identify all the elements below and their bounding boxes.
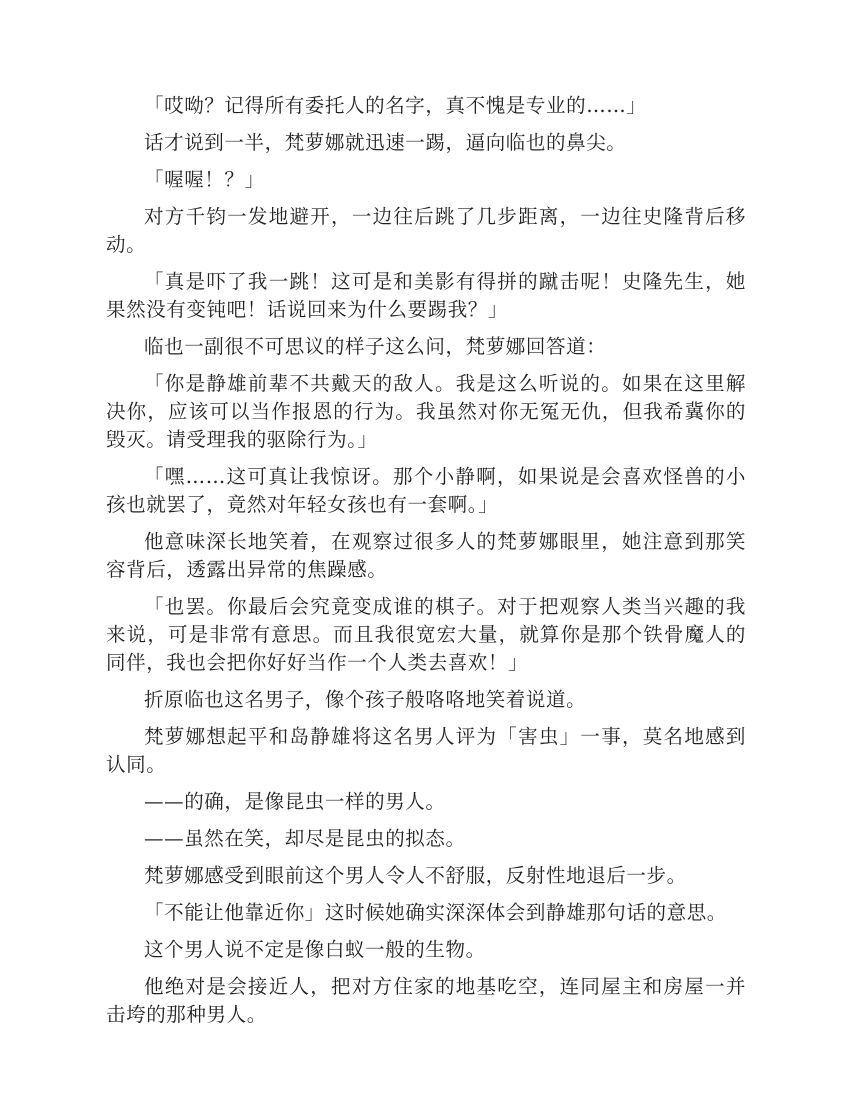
paragraph-7: 「你是静雄前辈不共戴天的敌人。我是这么听说的。如果在这里解决你，应该可以当作报恩的行为。我虽然对你无冤无仇，但我希冀你的毁灭。请受理我的驱除行为。」 (106, 372, 746, 451)
paragraph-2: 话才说到一半，梵萝娜就迅速一踢，逼向临也的鼻尖。 (144, 131, 627, 154)
paragraph-14: ——虽然在笑，却尽是昆虫的拟态。 (144, 827, 466, 850)
paragraph-17: 这个男人说不定是像白蚁一般的生物。 (144, 938, 486, 961)
paragraph-15: 梵萝娜感受到眼前这个男人令人不舒服，反射性地退后一步。 (144, 864, 687, 887)
paragraph-9: 他意味深长地笑着，在观察过很多人的梵萝娜眼里，她注意到那笑容背后，透露出异常的焦躁感。 (106, 530, 746, 581)
paragraph-3: 「喔喔！？」 (144, 168, 265, 191)
document-page (106, 92, 746, 1038)
paragraph-10: 「也罢。你最后会究竟变成谁的棋子。对于把观察人类当兴趣的我来说，可是非常有意思。而且我很宽宏大量，就算你是那个铁骨魔人的同伴，我也会把你好好当作一个人类去喜欢！」 (106, 595, 746, 674)
paragraph-8: 「嘿……这可真让我惊讶。那个小静啊，如果说是会喜欢怪兽的小孩也就罢了，竟然对年轻女孩也有一套啊。」 (106, 465, 746, 516)
paragraph-6: 临也一副很不可思议的样子这么问，梵萝娜回答道： (144, 335, 607, 358)
paragraph-5: 「真是吓了我一跳！这可是和美影有得拼的蹴击呢！史隆先生，她果然没有变钝吧！话说回来为什么要踢我？」 (106, 270, 746, 321)
paragraph-13: ——的确，是像昆虫一样的男人。 (144, 790, 446, 813)
paragraph-12: 梵萝娜想起平和岛静雄将这名男人评为「害虫」一事，莫名地感到认同。 (106, 725, 746, 776)
paragraph-1: 「哎呦？记得所有委托人的名字，真不愧是专业的……」 (144, 94, 647, 117)
paragraph-11: 折原临也这名男子，像个孩子般咯咯地笑着说道。 (144, 688, 587, 711)
paragraph-16: 「不能让他靠近你」这时候她确实深深体会到静雄那句话的意思。 (144, 901, 727, 924)
paragraph-18: 他绝对是会接近人，把对方住家的地基吃空，连同屋主和房屋一并击垮的那种男人。 (106, 975, 746, 1026)
paragraph-4: 对方千钧一发地避开，一边往后跳了几步距离，一边往史隆背后移动。 (106, 205, 746, 256)
